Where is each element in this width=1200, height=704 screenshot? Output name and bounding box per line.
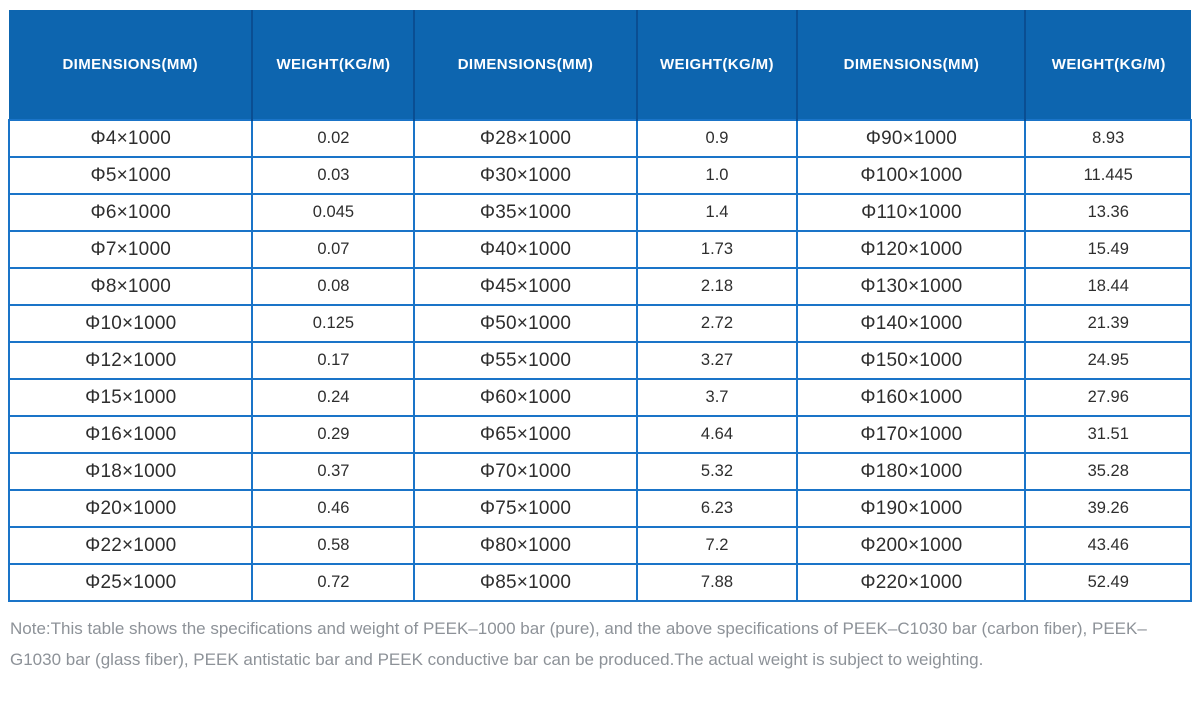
dimension-cell: Φ18×1000 [9, 453, 252, 490]
dimension-cell: Φ140×1000 [797, 305, 1025, 342]
column-header-dimensions: DIMENSIONS(MM) [9, 10, 252, 120]
column-header-dimensions: DIMENSIONS(MM) [414, 10, 636, 120]
table-row [9, 268, 1191, 305]
table-row [9, 120, 1191, 157]
dimension-cell: Φ65×1000 [414, 416, 636, 453]
dimension-cell: Φ170×1000 [797, 416, 1025, 453]
table-row [9, 490, 1191, 527]
weight-cell: 0.46 [252, 490, 414, 527]
dimension-cell: Φ150×1000 [797, 342, 1025, 379]
weight-cell: 0.72 [252, 564, 414, 601]
column-header-weight: WEIGHT(KG/M) [1025, 10, 1191, 120]
weight-cell: 5.32 [637, 453, 798, 490]
dimension-cell: Φ60×1000 [414, 379, 636, 416]
dimension-cell: Φ220×1000 [797, 564, 1025, 601]
weight-cell: 0.125 [252, 305, 414, 342]
weight-cell: 13.36 [1025, 194, 1191, 231]
dimension-cell: Φ200×1000 [797, 527, 1025, 564]
weight-cell: 21.39 [1025, 305, 1191, 342]
weight-cell: 4.64 [637, 416, 798, 453]
dimension-cell: Φ4×1000 [9, 120, 252, 157]
dimension-cell: Φ15×1000 [9, 379, 252, 416]
table-row [9, 157, 1191, 194]
dimension-cell: Φ30×1000 [414, 157, 636, 194]
dimension-cell: Φ75×1000 [414, 490, 636, 527]
dimension-cell: Φ90×1000 [797, 120, 1025, 157]
weight-cell: 0.29 [252, 416, 414, 453]
column-header-dimensions: DIMENSIONS(MM) [797, 10, 1025, 120]
weight-cell: 0.9 [637, 120, 798, 157]
table-row [9, 305, 1191, 342]
weight-cell: 0.24 [252, 379, 414, 416]
column-header-weight: WEIGHT(KG/M) [252, 10, 414, 120]
dimension-cell: Φ160×1000 [797, 379, 1025, 416]
column-header-weight: WEIGHT(KG/M) [637, 10, 798, 120]
table-row [9, 379, 1191, 416]
table-row [9, 453, 1191, 490]
peek-bar-spec-table [8, 10, 1192, 602]
table-header-row [9, 10, 1191, 120]
weight-cell: 0.37 [252, 453, 414, 490]
dimension-cell: Φ55×1000 [414, 342, 636, 379]
weight-cell: 7.2 [637, 527, 798, 564]
dimension-cell: Φ180×1000 [797, 453, 1025, 490]
weight-cell: 0.045 [252, 194, 414, 231]
weight-cell: 18.44 [1025, 268, 1191, 305]
dimension-cell: Φ100×1000 [797, 157, 1025, 194]
table-row [9, 527, 1191, 564]
weight-cell: 0.08 [252, 268, 414, 305]
weight-cell: 43.46 [1025, 527, 1191, 564]
table-note: Note:This table shows the specifications and weight of PEEK–1000 bar (pure), and the above specifications of PEEK–C1030 bar (carbon fiber), PEEK–G1030 bar (glass fiber), PEEK antistatic bar and PEEK conductive bar can be produced.The actual weight is subject to weighting. [10, 619, 1147, 669]
weight-cell: 11.445 [1025, 157, 1191, 194]
weight-cell: 15.49 [1025, 231, 1191, 268]
weight-cell: 0.03 [252, 157, 414, 194]
weight-cell: 0.07 [252, 231, 414, 268]
table-row [9, 416, 1191, 453]
weight-cell: 1.0 [637, 157, 798, 194]
dimension-cell: Φ20×1000 [9, 490, 252, 527]
weight-cell: 35.28 [1025, 453, 1191, 490]
dimension-cell: Φ12×1000 [9, 342, 252, 379]
dimension-cell: Φ120×1000 [797, 231, 1025, 268]
dimension-cell: Φ5×1000 [9, 157, 252, 194]
dimension-cell: Φ40×1000 [414, 231, 636, 268]
dimension-cell: Φ25×1000 [9, 564, 252, 601]
dimension-cell: Φ28×1000 [414, 120, 636, 157]
weight-cell: 2.18 [637, 268, 798, 305]
weight-cell: 0.17 [252, 342, 414, 379]
dimension-cell: Φ45×1000 [414, 268, 636, 305]
dimension-cell: Φ7×1000 [9, 231, 252, 268]
dimension-cell: Φ16×1000 [9, 416, 252, 453]
dimension-cell: Φ190×1000 [797, 490, 1025, 527]
dimension-cell: Φ22×1000 [9, 527, 252, 564]
weight-cell: 2.72 [637, 305, 798, 342]
weight-cell: 52.49 [1025, 564, 1191, 601]
weight-cell: 0.58 [252, 527, 414, 564]
weight-cell: 24.95 [1025, 342, 1191, 379]
dimension-cell: Φ50×1000 [414, 305, 636, 342]
weight-cell: 8.93 [1025, 120, 1191, 157]
weight-cell: 39.26 [1025, 490, 1191, 527]
dimension-cell: Φ110×1000 [797, 194, 1025, 231]
weight-cell: 1.73 [637, 231, 798, 268]
dimension-cell: Φ80×1000 [414, 527, 636, 564]
weight-cell: 3.27 [637, 342, 798, 379]
table-row [9, 231, 1191, 268]
dimension-cell: Φ8×1000 [9, 268, 252, 305]
dimension-cell: Φ10×1000 [9, 305, 252, 342]
weight-cell: 6.23 [637, 490, 798, 527]
weight-cell: 27.96 [1025, 379, 1191, 416]
table-row [9, 342, 1191, 379]
dimension-cell: Φ130×1000 [797, 268, 1025, 305]
dimension-cell: Φ85×1000 [414, 564, 636, 601]
weight-cell: 3.7 [637, 379, 798, 416]
dimension-cell: Φ70×1000 [414, 453, 636, 490]
dimension-cell: Φ6×1000 [9, 194, 252, 231]
table-row [9, 564, 1191, 601]
table-row [9, 194, 1191, 231]
weight-cell: 0.02 [252, 120, 414, 157]
weight-cell: 1.4 [637, 194, 798, 231]
dimension-cell: Φ35×1000 [414, 194, 636, 231]
weight-cell: 31.51 [1025, 416, 1191, 453]
weight-cell: 7.88 [637, 564, 798, 601]
